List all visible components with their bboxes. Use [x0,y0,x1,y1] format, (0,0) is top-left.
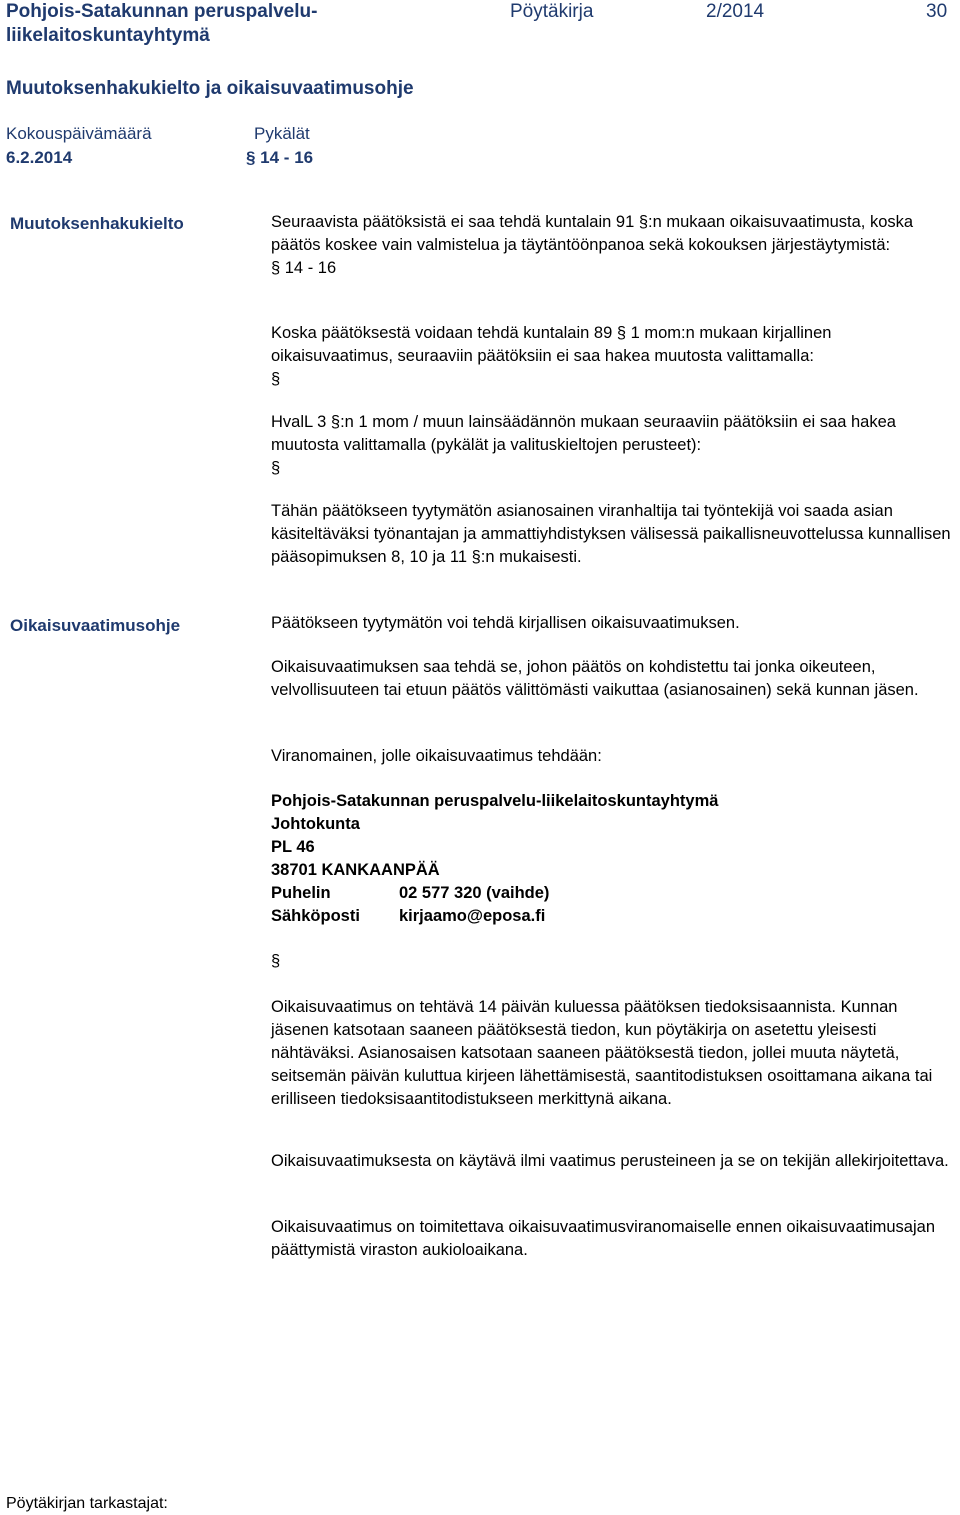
address-phone-row [271,882,951,905]
meeting-date-value: 6.2.2014 [6,148,73,167]
sections-value: § 14 - 16 [246,148,314,167]
address-postal: 38701 KANKAANPÄÄ [271,861,440,879]
rectification-p6: Oikaisuvaatimus on toimitettava oikaisuvaatimusviranomaiselle ennen oikaisuvaatimusajan päättymistä viraston aukioloaikana. [271,1218,935,1259]
appeal-ban-section [271,211,951,280]
email-value: kirjaamo@eposa.fi [399,907,546,925]
appeal-ban-p1: Seuraavista päätöksistä ei saa tehdä kuntalain 91 §:n mukaan oikaisuvaatimusta, koska päätös koskee vain valmistelua ja täytäntöönpanoa sekä kokouksen järjestäytymistä: [271,213,914,254]
rectification-p1: Päätökseen tyytymätön voi tehdä kirjallisen oikaisuvaatimuksen. [271,614,740,632]
appeal-ban-p3-block [271,411,951,480]
phone-label: Puhelin [271,884,331,902]
rectification-p2: Oikaisuvaatimuksen saa tehdä se, johon päätös on kohdistettu tai jonka oikeuteen, velvollisuuteen tai etuun päätös välittömästi vaikuttaa (asianosainen) sekä kunnan jäsen. [271,658,919,699]
appeal-ban-p4-block [271,500,951,569]
email-label: Sähköposti [271,907,360,925]
document-type: Pöytäkirja [510,1,594,22]
document-number: 2/2014 [706,1,765,22]
rectification-label: Oikaisuvaatimusohje [10,616,181,635]
address-box: PL 46 [271,838,315,856]
address-dept: Johtokunta [271,815,360,833]
document-title: Muutoksenhakukielto ja oikaisuvaatimusohje [6,78,414,99]
address-org: Pohjois-Satakunnan peruspalvelu-liikelaitoskuntayhtymä [271,792,719,810]
appeal-ban-label: Muutoksenhakukielto [10,214,184,233]
appeal-ban-p3-sections: § [271,459,281,477]
page-number: 30 [926,1,948,22]
address-email-row [271,905,951,928]
appeal-ban-p2-sections: § [271,370,281,388]
appeal-ban-p3: HvalL 3 §:n 1 mom / muun lainsäädännön mukaan seuraaviin päätöksiin ei saa hakea muutosta valittamalla (pykälät ja valituskieltojen perusteet): [271,413,896,454]
minutes-checkers-label: Pöytäkirjan tarkastajat: [6,1495,168,1512]
appeal-ban-p1-sections: § 14 - 16 [271,259,337,277]
organization-name: Pohjois-Satakunnan peruspalvelu-liikelaitoskuntayhtymä [6,1,318,46]
rectification-p4: Oikaisuvaatimus on tehtävä 14 päivän kuluessa päätöksen tiedoksisaannista. Kunnan jäsenen katsotaan saaneen päätöksestä tiedon, kun pöytäkirja on asetettu yleisesti nähtäväksi. Asianosaisen katsotaan saaneen päätöksestä tiedon, jollei muuta näytetä, seitsemän päivän kuluttua kirjeen lähettämisestä, saantitodistuksen osoittamana aikana tai erilliseen tiedoksisaantitodistukseen merkittynä aikana. [271,998,933,1108]
meeting-date-label: Kokouspäivämäärä [6,124,152,143]
rectification-sections: § [271,952,281,970]
rectification-p5: Oikaisuvaatimuksesta on käytävä ilmi vaatimus perusteineen ja se on tekijän allekirjoitettava. [271,1152,949,1170]
appeal-ban-p2-block [271,322,951,391]
sections-label: Pykälät [254,124,310,143]
rectification-p3: Viranomainen, jolle oikaisuvaatimus tehdään: [271,747,602,765]
phone-value: 02 577 320 (vaihde) [399,884,550,902]
authority-address [271,790,951,928]
appeal-ban-p4: Tähän päätökseen tyytymätön asianosainen viranhaltija tai työntekijä voi saada asian käsiteltäväksi työnantajan ja ammattiyhdistyksen välisessä paikallisneuvottelussa kunnallisen pääsopimuksen 8, 10 ja 11 §:n mukaisesti. [271,502,951,566]
appeal-ban-p2: Koska päätöksestä voidaan tehdä kuntalain 89 § 1 mom:n mukaan kirjallinen oikaisuvaatimus, seuraaviin päätöksiin ei saa hakea muutosta valittamalla: [271,324,832,365]
